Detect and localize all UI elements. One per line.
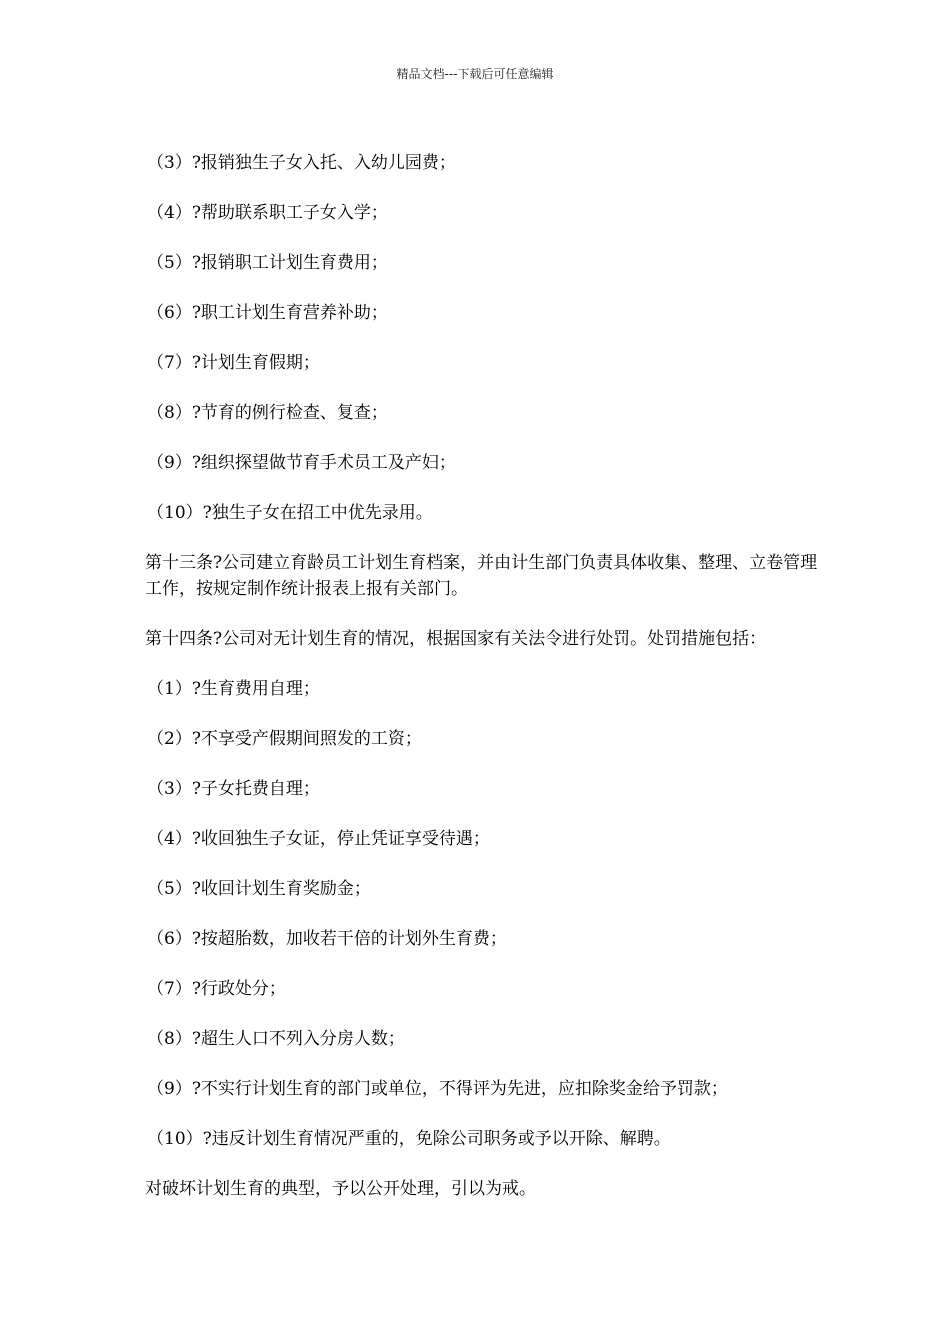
page-header: 精品文档---下载后可任意编辑	[396, 67, 554, 81]
list-item: （4）?帮助联系职工子女入学；	[147, 203, 388, 223]
list-item: （1）?生育费用自理；	[147, 679, 320, 699]
list-item: （4）?收回独生子女证，停止凭证享受待遇；	[147, 829, 490, 849]
list-item: （5）?收回计划生育奖励金；	[147, 879, 371, 899]
list-item: （5）?报销职工计划生育费用；	[147, 253, 388, 273]
list-item: （2）?不享受产假期间照发的工资；	[147, 729, 422, 749]
list-item: （8）?超生人口不列入分房人数；	[147, 1029, 405, 1049]
list-item: （9）?组织探望做节育手术员工及产妇；	[147, 453, 456, 473]
article-13-paragraph: 第十三条?公司建立育龄员工计划生育档案，并由计生部门负责具体收集、整理、立卷管理工作，按规定制作统计报表上报有关部门。	[145, 553, 818, 599]
list-item: （8）?节育的例行检查、复查；	[147, 403, 388, 423]
list-item: （10）?独生子女在招工中优先录用。	[147, 503, 433, 523]
list-item: （10）?违反计划生育情况严重的，免除公司职务或予以开除、解聘。	[147, 1129, 671, 1149]
closing-paragraph: 对破坏计划生育的典型，予以公开处理，引以为戒。	[145, 1179, 536, 1199]
document-body	[145, 150, 825, 1202]
list-item: （6）?职工计划生育营养补助；	[147, 303, 388, 323]
article-14-paragraph: 第十四条?公司对无计划生育的情况，根据国家有关法令进行处罚。处罚措施包括：	[145, 629, 767, 649]
list-item: （7）?行政处分；	[147, 979, 286, 999]
list-item: （9）?不实行计划生育的部门或单位，不得评为先进，应扣除奖金给予罚款；	[147, 1079, 728, 1099]
list-item: （3）?报销独生子女入托、入幼儿园费；	[147, 153, 456, 173]
list-item: （6）?按超胎数，加收若干倍的计划外生育费；	[147, 929, 507, 949]
list-item: （7）?计划生育假期；	[147, 353, 320, 373]
list-item: （3）?子女托费自理；	[147, 779, 320, 799]
